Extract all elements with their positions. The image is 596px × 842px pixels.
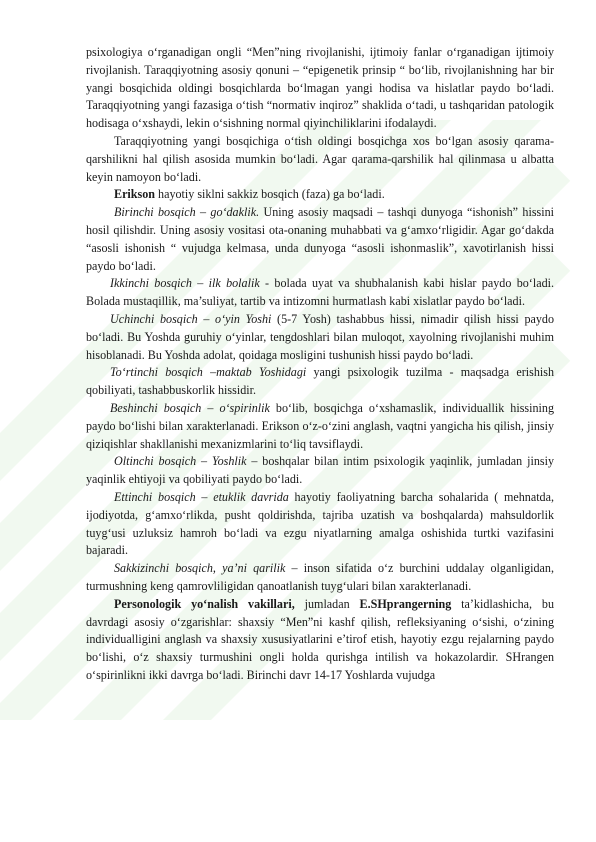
text-run: jumladan (294, 596, 360, 611)
text-run: yangi psixologik tuzilma - maqsadga erishish qobiliyati, tashabbuskorlik hissidir. (86, 365, 554, 398)
bold-term: Personologik yo‘nalish vakillari, (114, 596, 295, 611)
paragraph (86, 489, 554, 560)
body-text (86, 44, 554, 685)
text-run: inson sifatida o‘z burchini uddalay olganligidan, turmushning keng qamrovliligidan qanoatlanish tuyg‘ulari bilan xarakterlanadi. (86, 561, 554, 593)
text-run: hayotiy faoliyatning barcha sohalarida ( mehnatda, ijodiyotda, g‘amxo‘rlikda, pusht qoldirishda, tajriba uzatish va boshqalarda) mahsuldorlik tuyg‘usi uzluksiz hamroh bo‘ladi va ezgu niyatlarning amalga oshishida turtki vazifasini bajaradi. (86, 489, 554, 558)
text-run: psixologiya o‘rganadigan ongli “Men”ning rivojlanishi, ijtimoiy fanlar o‘rganadigan ijtimoiy rivojlanish. Taraqqiyotning asosiy qonuni – “epigenetik prinsip “ bo‘lib, rivojlanishning har bir yangi bosqichida oldingi bosqichlarda bo‘lmagan yangi hodisa va hislatlar paydo bo‘ladi. Taraqqiyotning yangi fazasiga o‘tish “normativ inqiroz” shaklida o‘tadi, u tashqaridan patologik hodisaga o‘xshaydi, lekin o‘sishning normal qiyinchiliklarini ifodalaydi. (86, 45, 554, 131)
italic-term: Birinchi bosqich – go‘daklik. (114, 205, 260, 220)
bold-term: E.SHprangerning (359, 596, 452, 611)
text-run: – boshqalar bilan intim psixologik yaqinlik, jumladan jinsiy yaqinlik ehtiyoji va qobiliyati paydo bo‘ladi. (86, 454, 554, 487)
italic-term: Uchinchi bosqich – o‘yin Yoshi (110, 311, 272, 326)
text-run: - bolada uyat va shubhalanish kabi hislar paydo bo‘ladi. Bolada mustaqillik, ma’suliyat, tartib va intizomni hurmatlash kabi xislatlar paydo bo‘ladi. (86, 276, 554, 309)
text-run: Uning asosiy maqsadi – tashqi dunyoga “ishonish” hissini hosil qilishdir. Uning asosiy vositasi ota-onaning muhabbati va g‘amxo‘rligidir. Agar go‘dakda “asosli ishonish “ vujudga kelmasa, unda dunyoga “asosli ishonmaslik”, xavotirlanish hissi paydo bo‘ladi. (86, 205, 554, 273)
text-run: ta’kidlashicha, bu davrdagi asosiy o‘zgarishlar: shaxsiy “Men”ni kashf qilish, refleksiyaning o‘sishi, o‘zining individualligini anglash va shaxsiy xususiyatlarini e’tirof etish, hayotiy ezgu rejalarning paydo bo‘lishi, o‘z shaxsiy turmushini ongli holda qurishga intilish va hokazolardir. SHrangen o‘spirinlikni ikki davrga bo‘ladi. Birinchi davr 14-17 Yoshlarda vujudga (86, 596, 555, 682)
paragraph (86, 311, 554, 364)
paragraph (86, 133, 554, 186)
paragraph (86, 275, 554, 311)
text-run: hayotiy siklni sakkiz bosqich (faza) ga bo‘ladi. (155, 187, 385, 202)
text-run: (5-7 Yosh) tashabbus hissi, nimadir qilish hissi paydo bo‘ladi. Bu Yoshda guruhiy o‘yinlar, tengdoshlari bilan muloqot, xayolning rivojlanishi muhim hisoblanadi. Bu Yoshda adolat, qoidaga mosligini tushunish hissi paydo bo‘ladi. (86, 311, 554, 362)
paragraph (86, 596, 554, 685)
paragraph (86, 560, 554, 596)
italic-term: Beshinchi bosqich – o‘spirinlik (110, 400, 270, 415)
paragraph (86, 400, 554, 453)
bold-term: Erikson (114, 187, 155, 202)
italic-term: Ettinchi bosqich – etuklik davrida (114, 489, 289, 504)
text-run: bo‘lib, bosqichga o‘xshamaslik, individuallik hissining paydo bo‘lishi bilan xarakterlanadi. Erikson o‘z-o‘zini anglash, vaqtni yangicha his qilish, jinsiy qiziqishlar shakllanishi mexanizmlarini to‘liq tavsiflaydi. (86, 400, 554, 451)
italic-term: Ikkinchi bosqich – ilk bolalik (110, 276, 260, 291)
italic-term: Oltinchi bosqich – Yoshlik (114, 454, 247, 469)
paragraph (86, 204, 554, 275)
paragraph (86, 364, 554, 400)
paragraph (86, 44, 554, 133)
paragraph (86, 186, 554, 204)
text-run: Taraqqiyotning yangi bosqichiga o‘tish oldingi bosqichga xos bo‘lgan asosiy qarama-qarshilikni hal qilish asosida mumkin bo‘ladi. Agar qarama-qarshilik hal qilinmasa u albatta keyin namoyon bo‘ladi. (86, 133, 554, 184)
italic-term: Sakkizinchi bosqich, ya’ni qarilik – (114, 561, 298, 576)
paragraph (86, 453, 554, 489)
italic-term: To‘rtinchi bosqich –maktab Yoshidagi (110, 365, 307, 380)
